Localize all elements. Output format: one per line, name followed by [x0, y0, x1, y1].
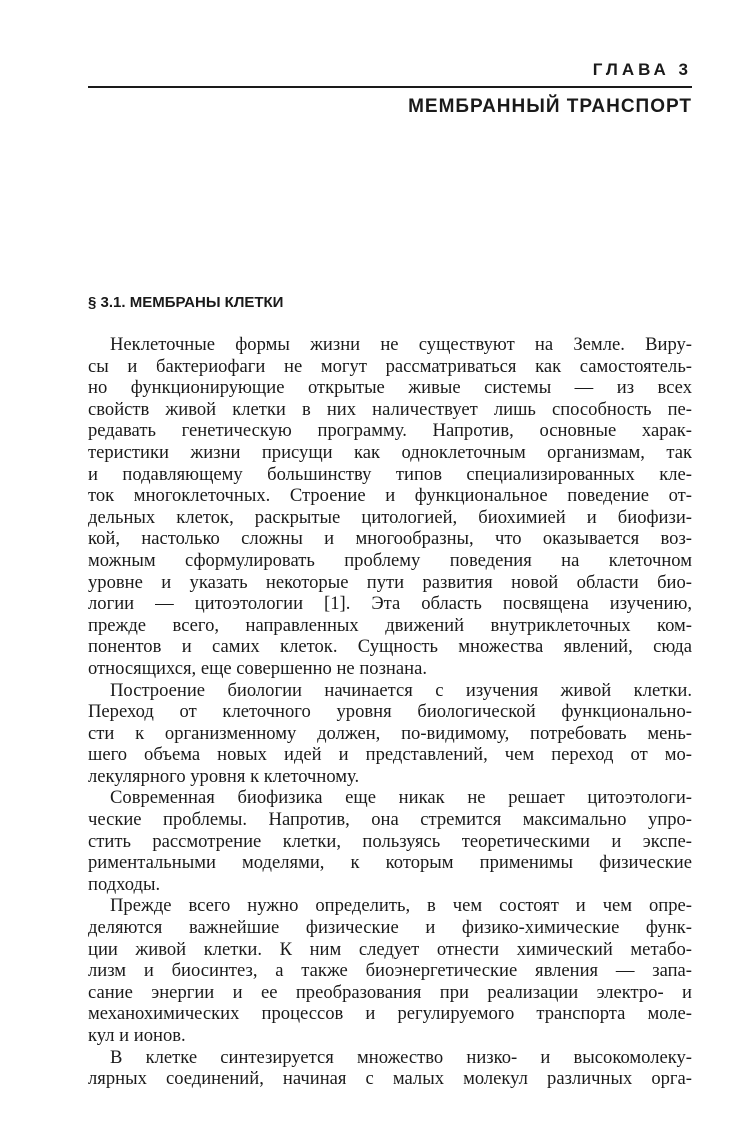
text-line: свойств живой клетки в них наличествует лишь способность пе-	[88, 398, 692, 420]
text-line: Переход от клеточного уровня биологической функционально-	[88, 701, 692, 723]
text-line: Неклеточные формы жизни не существуют на Земле. Виру-	[110, 334, 692, 355]
text-line: ческие проблемы. Напротив, она стремится максимально упро-	[88, 809, 692, 831]
text-line: относящихся, еще совершенно не познана.	[88, 657, 427, 679]
body-text	[88, 334, 692, 1090]
header-rule	[88, 86, 692, 88]
text-line: прежде всего, направленных движений внутриклеточных ком-	[88, 614, 692, 636]
text-line: шего объема новых идей и представлений, чем переход от мо-	[88, 744, 692, 766]
text-line: сти к организменному должен, по-видимому, потребовать мень-	[88, 722, 692, 744]
text-line: и подавляющему большинству типов специализированных кле-	[88, 463, 692, 485]
text-line: лекулярного уровня к клеточному.	[88, 765, 360, 787]
page	[88, 56, 692, 1090]
paragraph	[88, 895, 692, 1046]
text-line: сание энергии и ее преобразования при реализации электро- и	[88, 981, 692, 1003]
text-line: ции живой клетки. К ним следует отнести химический метабо-	[88, 938, 692, 960]
text-line: стить рассмотрение клетки, пользуясь теоретическими и экспе-	[88, 830, 692, 852]
text-line: редавать генетическую программу. Напротив, основные харак-	[88, 420, 692, 442]
paragraph	[88, 1047, 692, 1090]
text-line: подходы.	[88, 873, 161, 895]
text-line: механохимических процессов и регулируемого транспорта моле-	[88, 1003, 692, 1025]
text-line: логии — цитоэтологии [1]. Эта область посвящена изучению,	[88, 593, 692, 615]
text-line: уровне и указать некоторые пути развития новой области био-	[88, 571, 692, 593]
text-line: Прежде всего нужно определить, в чем состоят и чем опре-	[110, 895, 692, 917]
paragraph	[88, 334, 692, 680]
text-line: теристики жизни присущи как одноклеточным организмам, так	[88, 441, 692, 463]
text-line: В клетке синтезируется множество низко- и высокомолеку-	[110, 1046, 692, 1068]
paragraph	[88, 787, 692, 895]
text-line: понентов и самих клеток. Сущность множества явлений, сюда	[88, 636, 692, 658]
paragraph	[88, 680, 692, 788]
text-line: деляются важнейшие физические и физико-химические функ-	[88, 917, 692, 939]
chapter-title: МЕМБРАННЫЙ ТРАНСПОРТ	[408, 96, 692, 117]
text-line: ток многоклеточных. Строение и функциональное поведение от-	[88, 485, 692, 507]
text-line: сы и бактериофаги не могут рассматриваться как самостоятель-	[88, 355, 692, 377]
text-line: лизм и биосинтез, а также биоэнергетические явления — запа-	[88, 960, 692, 982]
text-line: кул и ионов.	[88, 1025, 186, 1046]
text-line: Современная биофизика еще никак не решает цитоэтологи-	[110, 787, 692, 809]
text-line: дельных клеток, раскрытые цитологией, биохимией и биофизи-	[88, 506, 692, 528]
text-line: риментальными моделями, к которым применимы физические	[88, 852, 692, 874]
text-line: кой, настолько сложны и многообразны, что оказывается воз-	[88, 528, 692, 550]
text-line: но функционирующие открытые живые системы — из всех	[88, 377, 692, 399]
text-line: лярных соединений, начиная с малых молекул различных орга-	[88, 1068, 692, 1090]
section-heading: § 3.1. МЕМБРАНЫ КЛЕТКИ	[88, 294, 284, 311]
chapter-label: ГЛАВА 3	[592, 60, 692, 79]
text-line: Построение биологии начинается с изучения живой клетки.	[110, 679, 692, 701]
text-line: можным сформулировать проблему поведения на клеточном	[88, 549, 692, 571]
